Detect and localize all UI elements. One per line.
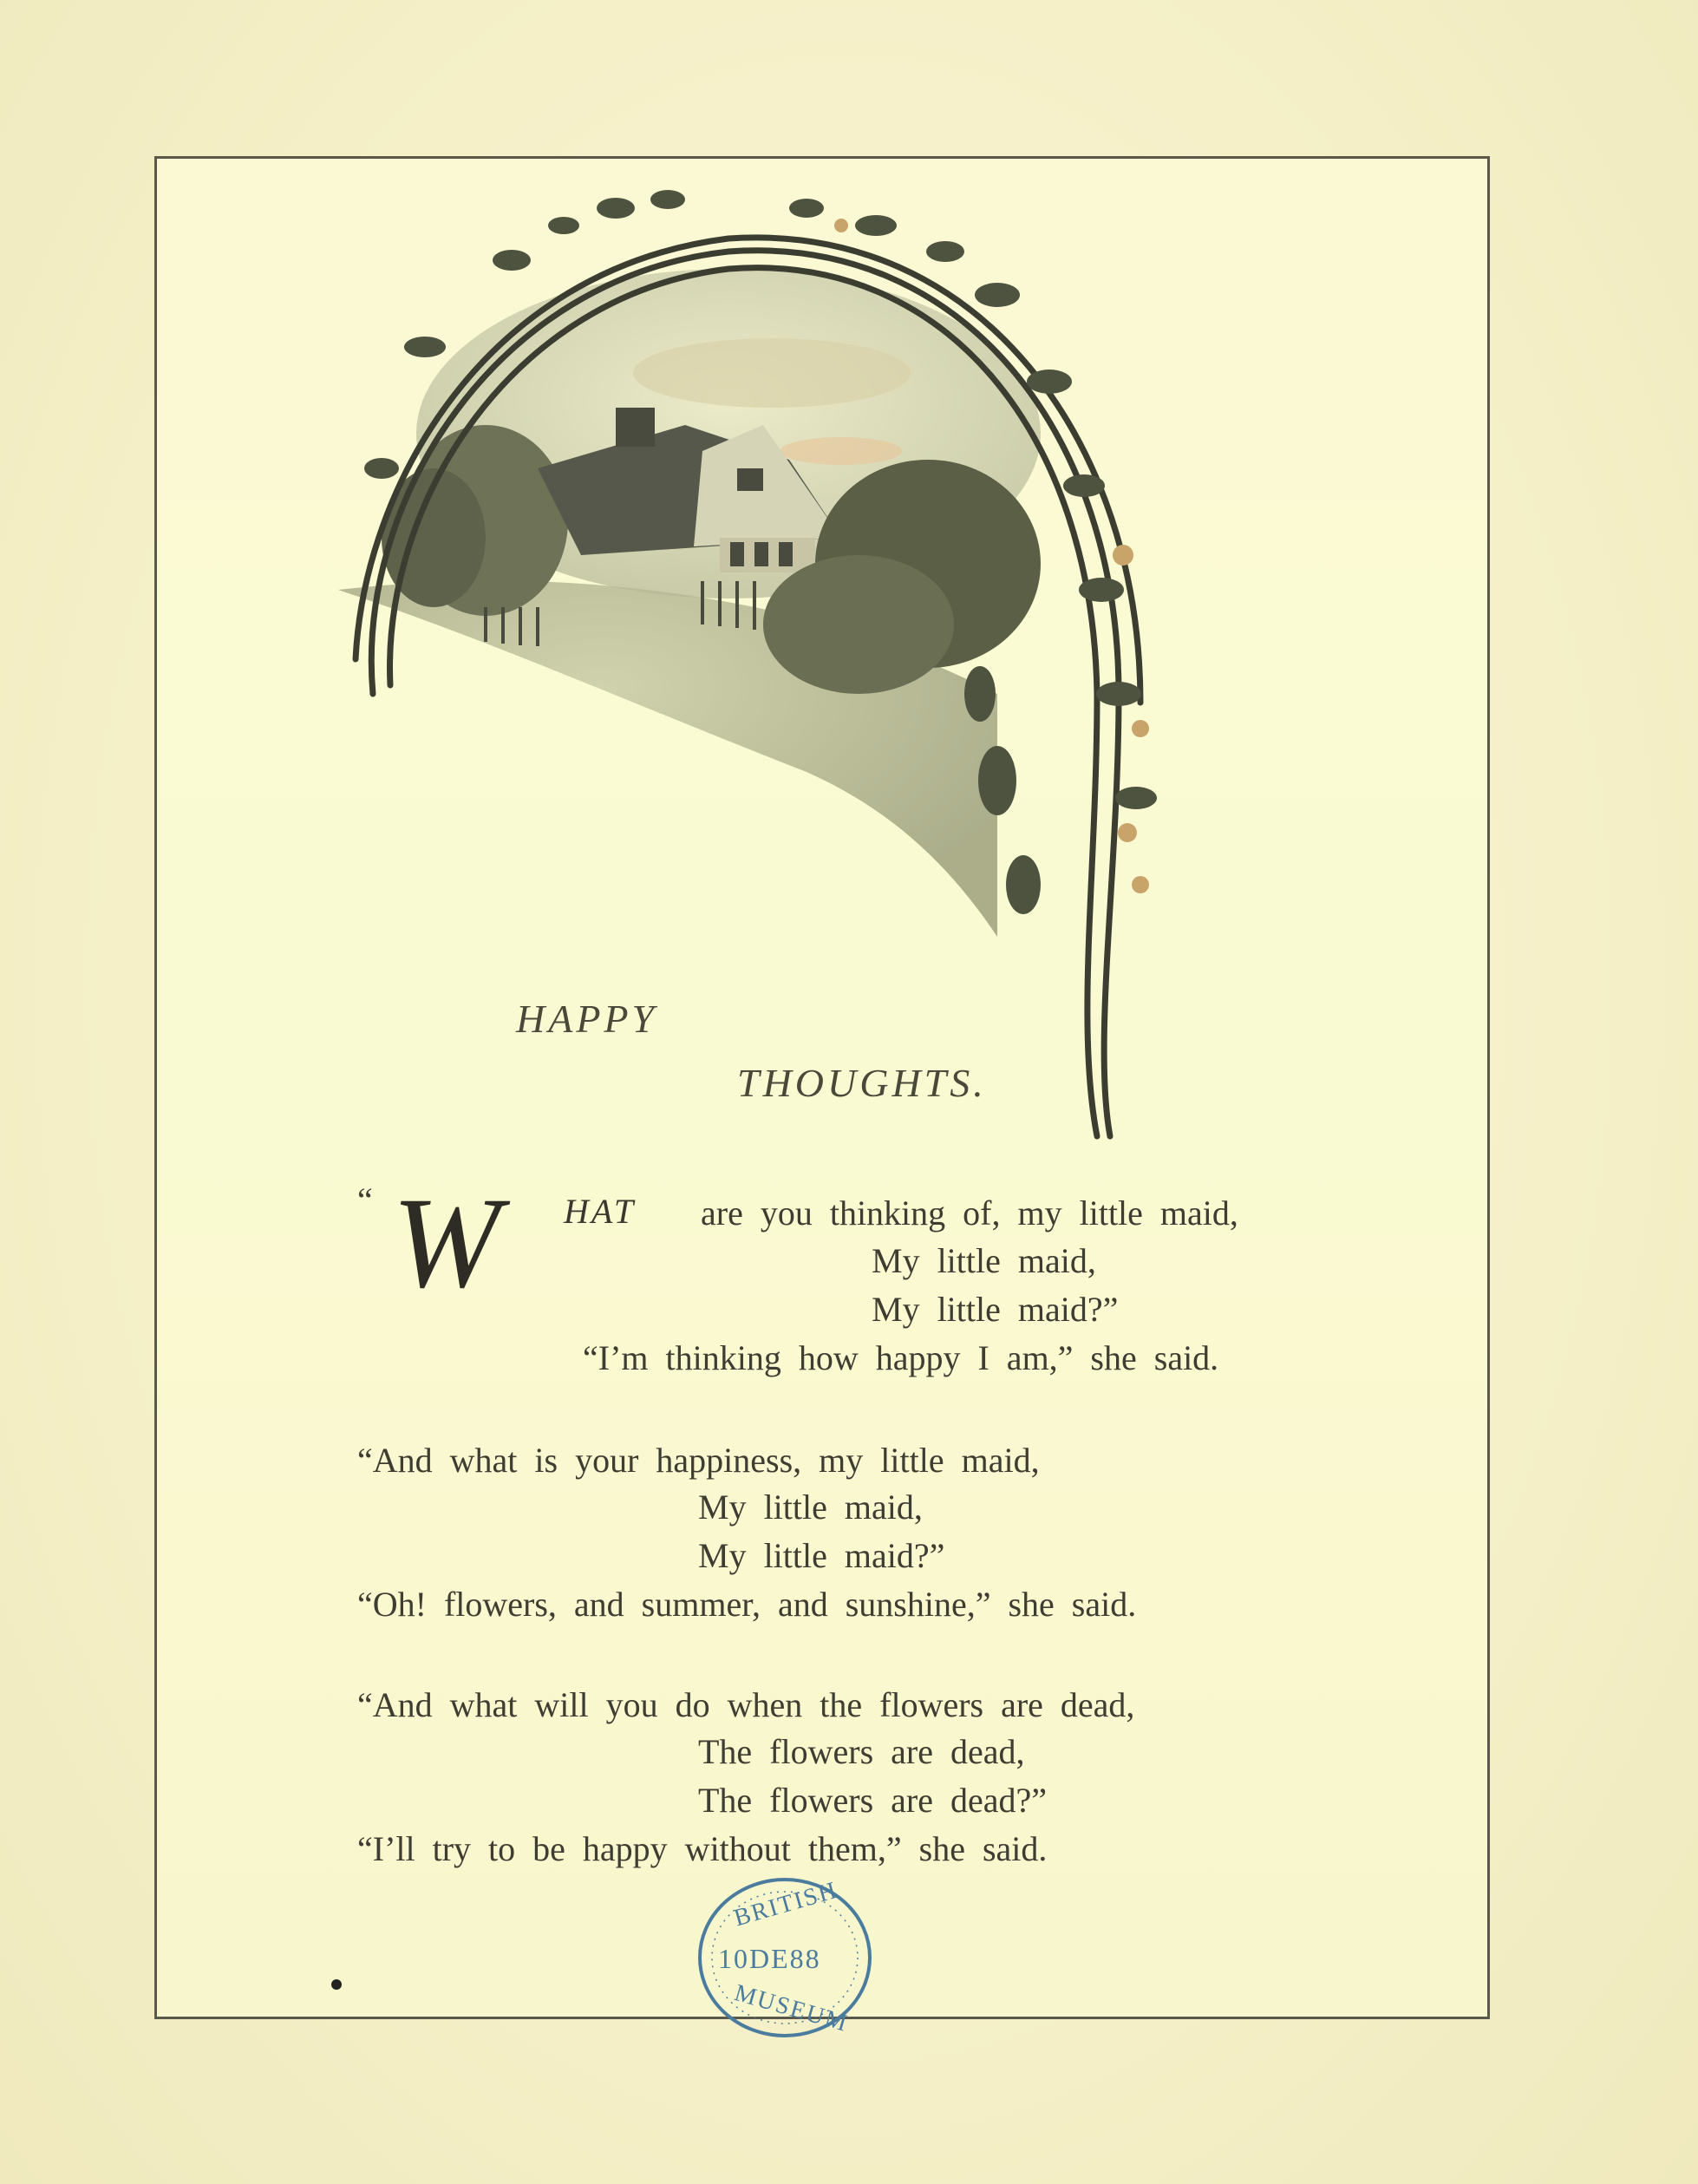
stanza-3-line-4: “I’ll try to be happy without them,” she said. [357, 1829, 1048, 1868]
stanza-2-line-2: My little maid, [698, 1488, 923, 1527]
opening-quote: “ [357, 1180, 373, 1220]
title-happy: HAPPY [516, 997, 658, 1041]
stanza-1-line-3: My little maid?” [872, 1290, 1119, 1329]
library-stamp [694, 1873, 880, 2047]
stamp-code: 10DE88 [718, 1943, 821, 1974]
stanza-2-line-1: “And what is your happiness, my little maid, [357, 1441, 1040, 1480]
stanza-1-line-4: “I’m thinking how happy I am,” she said. [583, 1338, 1219, 1377]
stanza-2-line-4: “Oh! flowers, and summer, and sunshine,” she said. [357, 1585, 1137, 1624]
stanza-3-line-1: “And what will you do when the flowers are dead, [357, 1685, 1135, 1724]
cottage-arch-illustration [321, 173, 1240, 1145]
stanza-3-line-2: The flowers are dead, [698, 1732, 1025, 1771]
stanza-1-line-2: My little maid, [872, 1241, 1096, 1280]
title-thoughts: THOUGHTS. [737, 1061, 987, 1105]
drop-cap-rest: HAT [564, 1192, 637, 1231]
drop-cap: W [392, 1171, 500, 1315]
ink-dot [331, 1979, 342, 1990]
stanza-2-line-3: My little maid?” [698, 1536, 945, 1575]
stamp-top-text: BRITISH [730, 1876, 841, 1932]
stanza-1-line-1: are you thinking of, my little maid, [701, 1193, 1238, 1233]
stamp-bottom-text: MUSEUM [731, 1979, 852, 2038]
stanza-3-line-3: The flowers are dead?” [698, 1781, 1047, 1820]
